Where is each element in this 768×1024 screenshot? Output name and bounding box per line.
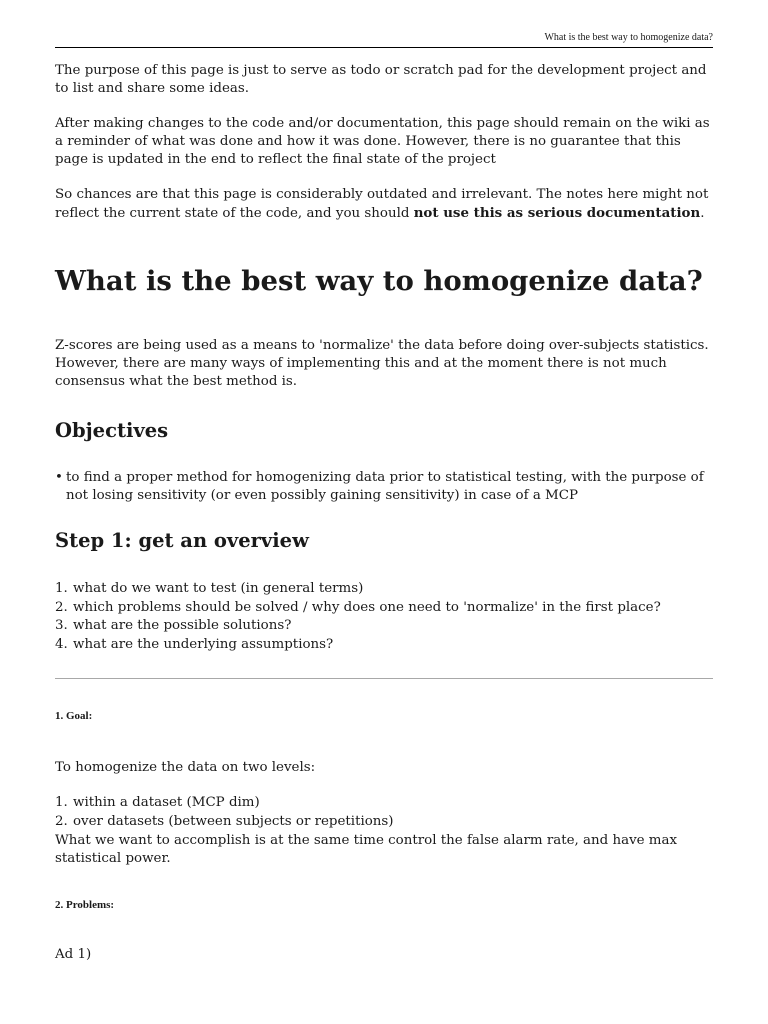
- objective-text: to find a proper method for homogenizing data prior to statistical testing, with the purpose of not losing sensitivity (or even possibly gaining sensitivity) in case of a MCP: [66, 470, 704, 503]
- intro-paragraph-3-text: So chances are that this page is considerably outdated and irrelevant. The notes here might not reflect the current state of the code, and you should: [55, 187, 709, 221]
- goal-summary: What we want to accomplish is at the same time control the false alarm rate, and have max statistical power.: [55, 832, 678, 866]
- page-title: What is the best way to homogenize data?: [55, 265, 703, 297]
- step1-list: [55, 580, 713, 654]
- intro-paragraph-2: After making changes to the code and/or documentation, this page should remain on the wiki as a reminder of what was done and how it was done. However, there is no guarantee that this page is updated in the end to reflect the final state of the project: [55, 116, 710, 167]
- objectives-list: [55, 469, 713, 505]
- list-item: [55, 617, 713, 636]
- list-item: [55, 813, 713, 832]
- list-item: [55, 580, 713, 599]
- list-item: [55, 636, 713, 655]
- list-item-text: what are the underlying assumptions?: [73, 636, 334, 652]
- horizontal-divider: [55, 678, 713, 679]
- description-paragraph: Z-scores are being used as a means to 'normalize' the data before doing over-subjects statistics. However, there are many ways of implementing this and at the moment there is not much consensus what the best method is.: [55, 338, 709, 389]
- list-number: 1.: [55, 581, 68, 596]
- objectives-heading: Objectives: [55, 419, 169, 442]
- step1-heading: Step 1: get an overview: [55, 529, 309, 552]
- goal-intro: To homogenize the data on two levels:: [55, 760, 316, 776]
- list-number: 2.: [55, 599, 68, 615]
- intro-paragraph-3: [55, 186, 713, 223]
- list-item-text: over datasets (between subjects or repetitions): [73, 813, 394, 829]
- problems-heading: 2. Problems:: [55, 898, 115, 911]
- list-item-text: what do we want to test (in general terms): [73, 581, 364, 596]
- goal-heading: 1. Goal:: [55, 710, 93, 723]
- running-header: What is the best way to homogenize data?: [55, 0, 713, 48]
- goal-list: [55, 794, 713, 831]
- list-number: 1.: [55, 795, 68, 811]
- list-item: [55, 469, 713, 505]
- list-item: [55, 599, 713, 618]
- intro-paragraph-1: The purpose of this page is just to serve as todo or scratch pad for the development project and to list and share some ideas.: [55, 63, 707, 96]
- problems-ad1: Ad 1): [55, 946, 92, 962]
- intro-warning-bold: not use this as serious documentation: [413, 205, 701, 221]
- list-number: 3.: [55, 618, 68, 634]
- list-item-text: within a dataset (MCP dim): [73, 795, 260, 811]
- intro-paragraph-3-end: .: [700, 206, 705, 221]
- list-item-text: what are the possible solutions?: [73, 618, 292, 634]
- list-number: 4.: [55, 636, 68, 652]
- bullet-icon: •: [55, 470, 63, 485]
- document-page: [55, 0, 713, 981]
- list-item: [55, 794, 713, 813]
- list-item-text: which problems should be solved / why does one need to 'normalize' in the first place?: [73, 599, 661, 615]
- list-number: 2.: [55, 813, 68, 829]
